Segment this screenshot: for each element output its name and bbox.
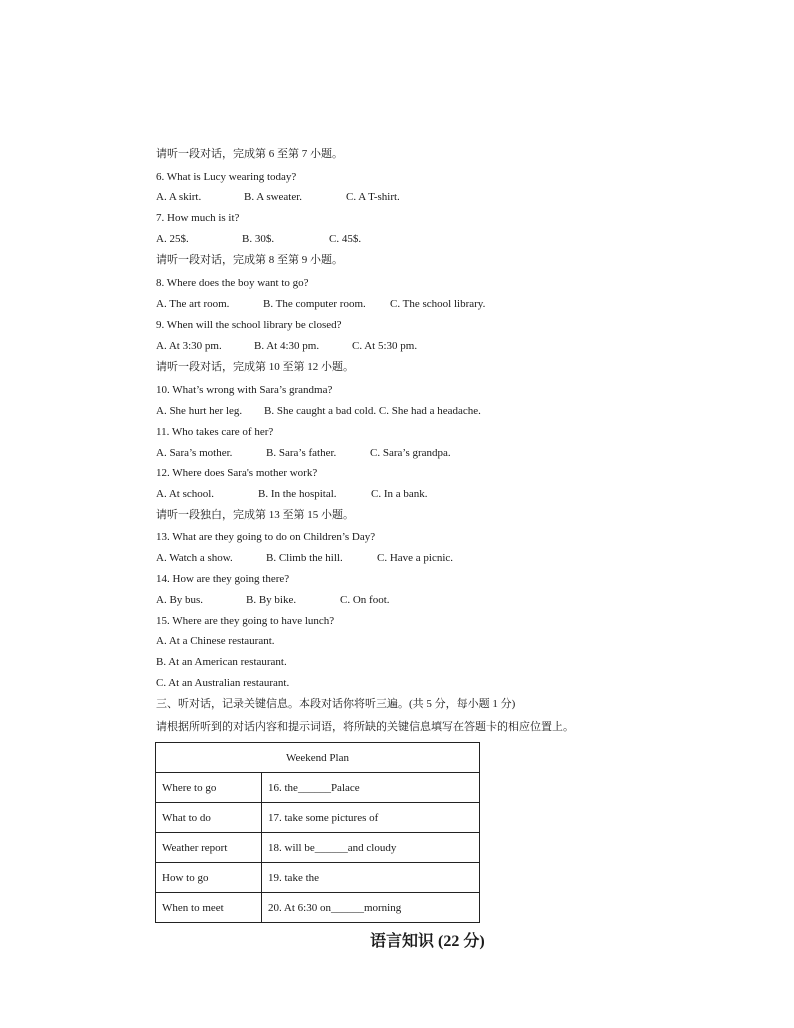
table-row bbox=[156, 893, 480, 923]
question-10: 10. What’s wrong with Sara’s grandma? bbox=[156, 384, 333, 396]
q6-option-a: A. A skirt. bbox=[156, 191, 202, 203]
row-label: What to do bbox=[156, 803, 262, 833]
q12-option-a: A. At school. bbox=[156, 488, 215, 500]
language-knowledge-heading: 语言知识 (22 分) bbox=[370, 933, 485, 950]
question-7: 7. How much is it? bbox=[156, 212, 240, 224]
q15-option-c: C. At an Australian restaurant. bbox=[156, 677, 290, 689]
question-8: 8. Where does the boy want to go? bbox=[156, 277, 309, 289]
row-label: Where to go bbox=[156, 773, 262, 803]
q7-option-a: A. 25$. bbox=[156, 233, 189, 245]
q9-option-c: C. At 5:30 pm. bbox=[352, 340, 418, 352]
table-row bbox=[156, 803, 480, 833]
row-value: 17. take some pictures of bbox=[262, 803, 480, 833]
q10-option-bc: B. She caught a bad cold. C. She had a headache. bbox=[264, 405, 481, 417]
instruction-13-15: 请听一段独白，完成第 13 至第 15 小题。 bbox=[156, 509, 354, 521]
row-value: 19. take the bbox=[262, 863, 480, 893]
row-value: 20. At 6:30 on______morning bbox=[262, 893, 480, 923]
row-value: 18. will be______and cloudy bbox=[262, 833, 480, 863]
question-14: 14. How are they going there? bbox=[156, 573, 290, 585]
row-label: Weather report bbox=[156, 833, 262, 863]
table-row bbox=[156, 833, 480, 863]
q7-option-c: C. 45$. bbox=[329, 233, 362, 245]
row-value: 16. the______Palace bbox=[262, 773, 480, 803]
q8-option-c: C. The school library. bbox=[390, 298, 486, 310]
q12-option-c: C. In a bank. bbox=[371, 488, 428, 500]
row-label: How to go bbox=[156, 863, 262, 893]
q14-option-c: C. On foot. bbox=[340, 594, 390, 606]
q13-option-a: A. Watch a show. bbox=[156, 552, 233, 564]
question-15: 15. Where are they going to have lunch? bbox=[156, 615, 335, 627]
table-row bbox=[156, 863, 480, 893]
question-12: 12. Where does Sara's mother work? bbox=[156, 467, 318, 479]
q8-option-a: A. The art room. bbox=[156, 298, 230, 310]
q11-option-a: A. Sara’s mother. bbox=[156, 447, 233, 459]
table-row bbox=[156, 773, 480, 803]
question-11: 11. Who takes care of her? bbox=[156, 426, 274, 438]
section-3-title: 三、听对话，记录关键信息。本段对话你将听三遍。(共 5 分，每小题 1 分) bbox=[156, 698, 516, 710]
instruction-8-9: 请听一段对话，完成第 8 至第 9 小题。 bbox=[156, 254, 343, 266]
q15-option-a: A. At a Chinese restaurant. bbox=[156, 635, 275, 647]
instruction-10-12: 请听一段对话，完成第 10 至第 12 小题。 bbox=[156, 361, 354, 373]
question-13: 13. What are they going to do on Children’s Day? bbox=[156, 531, 376, 543]
weekend-plan-table bbox=[155, 742, 480, 923]
table-header-row bbox=[156, 743, 480, 773]
row-label: When to meet bbox=[156, 893, 262, 923]
q12-option-b: B. In the hospital. bbox=[258, 488, 337, 500]
q8-option-b: B. The computer room. bbox=[263, 298, 366, 310]
q6-option-c: C. A T-shirt. bbox=[346, 191, 400, 203]
q9-option-a: A. At 3:30 pm. bbox=[156, 340, 222, 352]
question-6: 6. What is Lucy wearing today? bbox=[156, 171, 297, 183]
section-3-instruction: 请根据所听到的对话内容和提示词语，将所缺的关键信息填写在答题卡的相应位置上。 bbox=[156, 721, 574, 733]
q14-option-b: B. By bike. bbox=[246, 594, 297, 606]
q11-option-b: B. Sara’s father. bbox=[266, 447, 337, 459]
question-9: 9. When will the school library be closed? bbox=[156, 319, 342, 331]
instruction-6-7: 请听一段对话，完成第 6 至第 7 小题。 bbox=[156, 148, 343, 160]
q11-option-c: C. Sara’s grandpa. bbox=[370, 447, 451, 459]
q6-option-b: B. A sweater. bbox=[244, 191, 303, 203]
table-header: Weekend Plan bbox=[156, 743, 480, 773]
q9-option-b: B. At 4:30 pm. bbox=[254, 340, 320, 352]
q10-option-a: A. She hurt her leg. bbox=[156, 405, 243, 417]
q15-option-b: B. At an American restaurant. bbox=[156, 656, 287, 668]
q13-option-c: C. Have a picnic. bbox=[377, 552, 454, 564]
q13-option-b: B. Climb the hill. bbox=[266, 552, 343, 564]
q7-option-b: B. 30$. bbox=[242, 233, 275, 245]
q14-option-a: A. By bus. bbox=[156, 594, 204, 606]
